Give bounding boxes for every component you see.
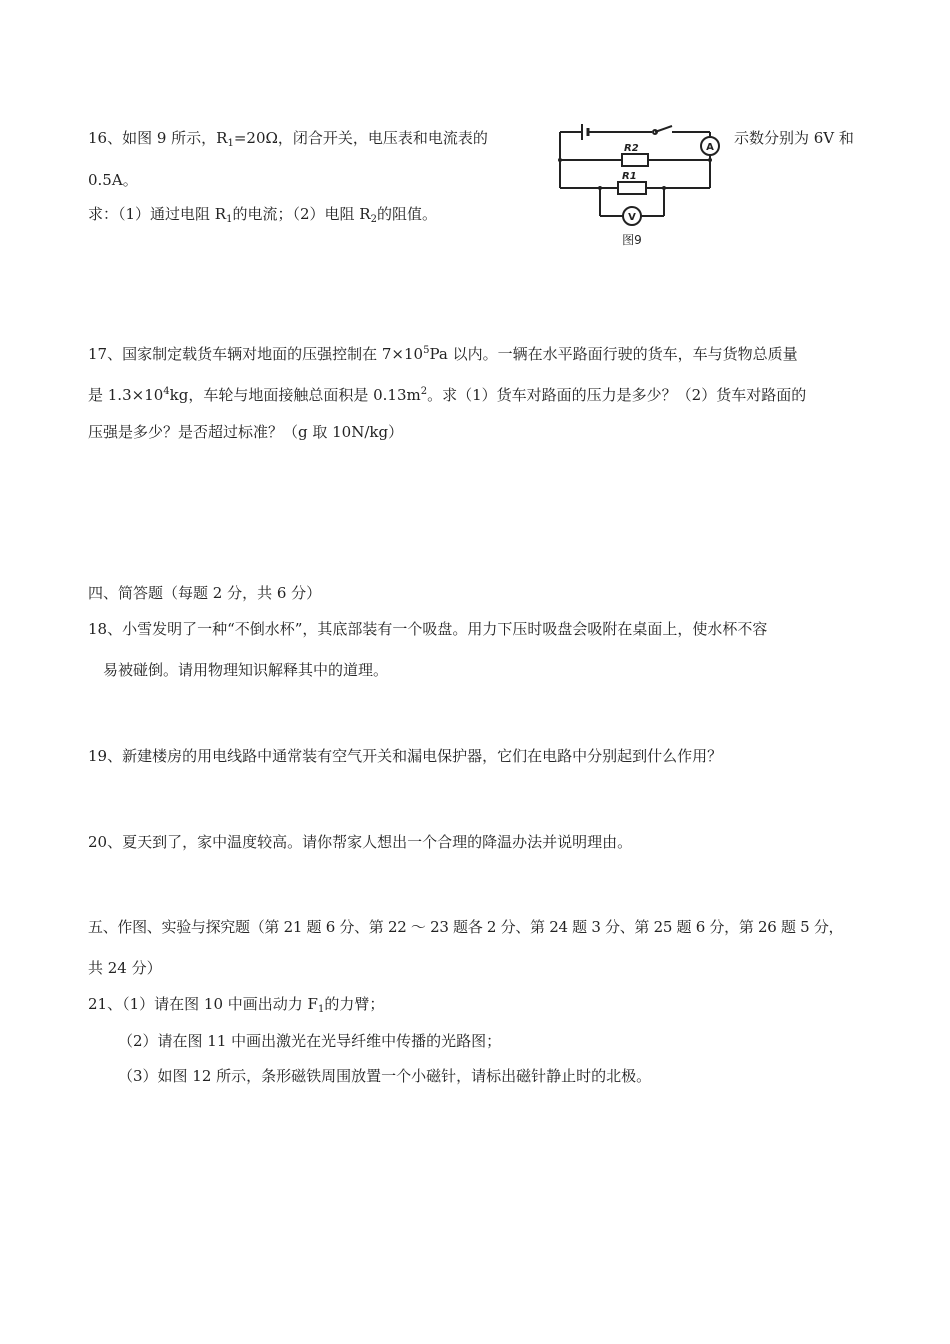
q17-l2-sup: 4 xyxy=(163,386,170,397)
q21-part2: （2）请在图 11 中画出激光在光导纤维中传播的光路图； xyxy=(118,1032,502,1050)
node-volt-right xyxy=(662,186,666,190)
figure-9-circuit-diagram xyxy=(552,120,722,250)
q16-question xyxy=(88,204,437,230)
q17-l2c: 。求（1）货车对路面的压力是多少？（2）货车对路面的 xyxy=(427,386,807,404)
resistor-r1-box xyxy=(618,182,646,194)
node-r2-right xyxy=(708,158,712,162)
q16-prefix: 16、如图 9 所示，R xyxy=(88,129,228,147)
figure-9-caption: 图9 xyxy=(622,233,642,247)
r1-label: R1 xyxy=(622,171,637,182)
q17-line3: 压强是多少？是否超过标准？（g 取 10N/kg） xyxy=(88,423,404,441)
q18-line1: 18、小雪发明了一种“不倒水杯”，其底部装有一个吸盘。用力下压时吸盘会吸附在桌面上，使水杯不容 xyxy=(88,620,768,638)
q16-ask-a-sub: 1 xyxy=(226,214,233,225)
q16-line2: 0.5A。 xyxy=(88,171,138,189)
section-5-heading-line2: 共 24 分） xyxy=(88,959,162,977)
q16-ask-b: 的电流；（2）电阻 R xyxy=(232,205,371,223)
q16-ask-b-sub: 2 xyxy=(370,214,377,225)
q21-p1-sub: 1 xyxy=(317,1004,325,1015)
q17-l1-sup: 5 xyxy=(423,345,430,356)
resistor-r2-box xyxy=(622,154,648,166)
section-4-heading: 四、简答题（每题 2 分，共 6 分） xyxy=(88,584,322,602)
q21-part3: （3）如图 12 所示，条形磁铁周围放置一个小磁针，请标出磁针静止时的北极。 xyxy=(118,1067,652,1085)
switch-lever xyxy=(655,126,672,132)
q17-l2-sup2: 2 xyxy=(420,386,428,397)
q18-line2: 易被碰倒。请用物理知识解释其中的道理。 xyxy=(103,661,389,679)
q21-p1b: 的力臂； xyxy=(324,995,385,1013)
q17-l2b: kg，车轮与地面接触总面积是 0.13m xyxy=(169,386,421,404)
section-5-heading-line1: 五、作图、实验与探究题（第 21 题 6 分、第 22 ～ 23 题各 2 分、第 24 题 3 分、第 25 题 6 分，第 26 题 5 分， xyxy=(88,918,844,936)
node-volt-left xyxy=(598,186,602,190)
q16-line1-tail: 示数分别为 6V 和 xyxy=(734,129,854,147)
q16-ask-a: 求：（1）通过电阻 R xyxy=(88,205,227,223)
q21-part1 xyxy=(88,994,384,1020)
q17-line1 xyxy=(88,341,798,364)
q19-text: 19、新建楼房的用电线路中通常装有空气开关和漏电保护器，它们在电路中分别起到什么作用？ xyxy=(88,747,723,765)
q17-l1b: Pa 以内。一辆在水平路面行驶的货车，车与货物总质量 xyxy=(429,345,798,363)
q17-line2 xyxy=(88,382,806,405)
q17-l2a: 是 1.3×10 xyxy=(88,386,164,404)
q20-text: 20、夏天到了，家中温度较高。请你帮家人想出一个合理的降温办法并说明理由。 xyxy=(88,833,633,851)
q21-p1a: 21、（1）请在图 10 中画出动力 F xyxy=(88,995,318,1013)
q16-r1-sub: 1 xyxy=(227,138,234,149)
ammeter-label: A xyxy=(706,142,714,153)
q16-line1 xyxy=(88,128,488,154)
node-r2-left xyxy=(558,158,562,162)
r2-label: R2 xyxy=(624,143,639,154)
q17-l1a: 17、国家制定载货车辆对地面的压强控制在 7×10 xyxy=(88,345,424,363)
q16-ask-c: 的阻值。 xyxy=(376,205,437,223)
voltmeter-label: V xyxy=(628,212,636,223)
q16-mid: =20Ω，闭合开关，电压表和电流表的 xyxy=(233,129,488,147)
